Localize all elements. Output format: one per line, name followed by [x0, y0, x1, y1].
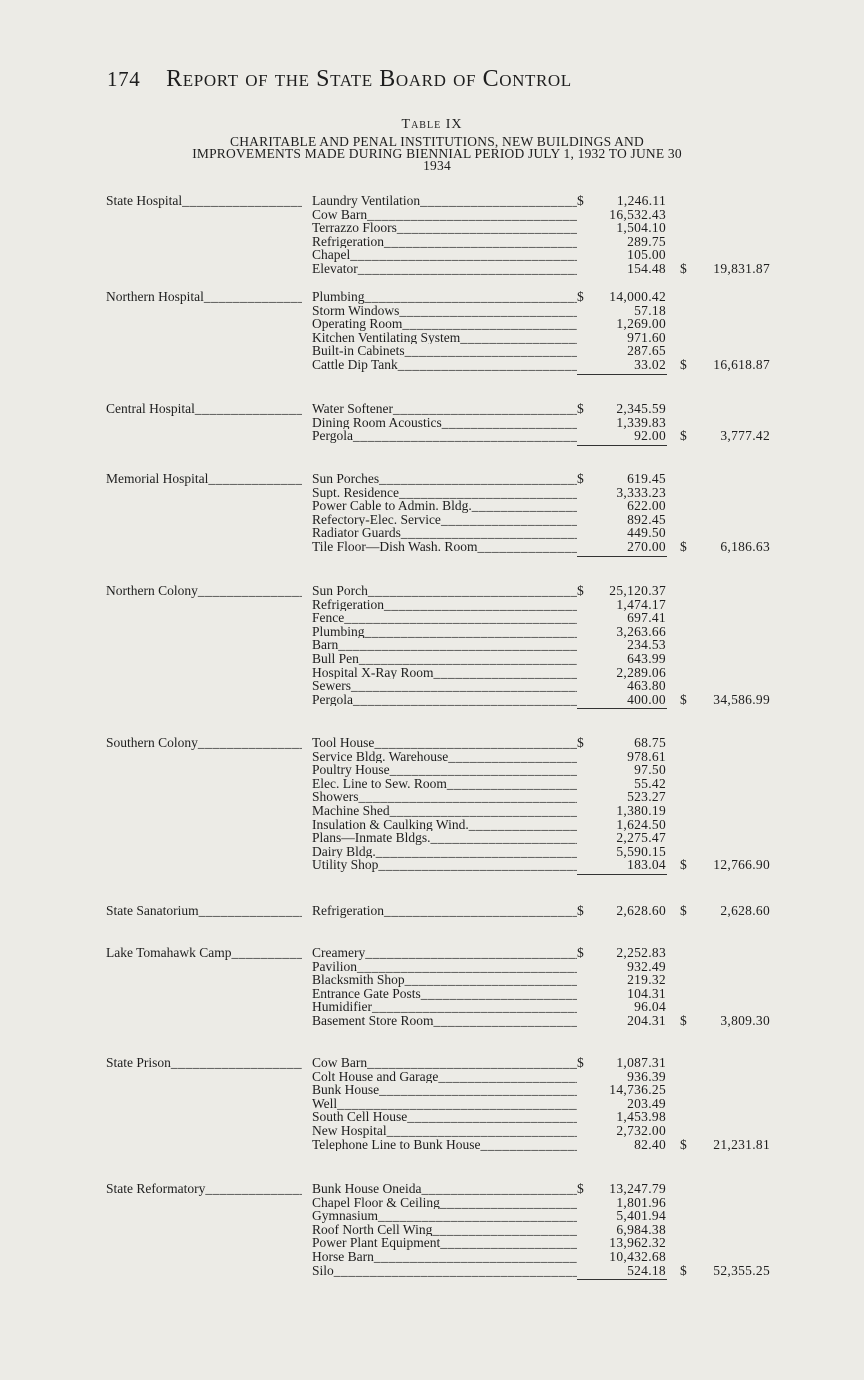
item-label: Service Bldg. Warehouse _____ [312, 750, 577, 764]
item-amount: 1,246.11 [616, 193, 666, 208]
item-row [0, 317, 864, 331]
item-label: Blacksmith Shop _____ [312, 973, 577, 987]
caption-line-3: 1934 [423, 158, 451, 173]
item-amount: 523.27 [627, 789, 666, 805]
currency-symbol: $ [680, 428, 688, 444]
item-label: Power Plant Equipment _____ [312, 1236, 577, 1250]
currency-symbol: $ [680, 857, 688, 873]
item-label: New Hospital _____ [312, 1124, 577, 1138]
item-row [0, 1250, 864, 1264]
item-label: Creamery _____ [312, 946, 577, 960]
item-label: Plumbing _____ [312, 290, 577, 304]
item-amount: 978.61 [627, 748, 666, 764]
item-label: Humidifier _____ [312, 1000, 577, 1014]
item-label: Terrazzo Floors _____ [312, 221, 577, 235]
item-label: Elec. Line to Sew. Room _____ [312, 777, 577, 791]
institution-total [680, 858, 772, 872]
institution-name: State Reformatory _____ [106, 1182, 302, 1196]
item-amount: 204.31 [627, 1013, 666, 1028]
item-label: Power Cable to Admin. Bldg. _____ [312, 499, 577, 513]
subtotal-rule [577, 708, 667, 709]
item-amount: 13,962.32 [609, 1235, 666, 1251]
item-row [0, 1124, 864, 1138]
item-label: Refectory-Elec. Service _____ [312, 513, 577, 527]
item-amount: 2,345.59 [616, 401, 666, 416]
item-amount: 2,289.06 [616, 664, 666, 680]
item-amount: 524.18 [627, 1262, 666, 1278]
item-row [0, 1196, 864, 1210]
item-row [0, 304, 864, 318]
item-row [0, 638, 864, 652]
page-number: 174 [107, 67, 141, 91]
item-amount: 2,628.60 [616, 903, 666, 918]
item-row [0, 818, 864, 832]
currency-symbol: $ [577, 471, 584, 486]
item-label: Chapel _____ [312, 248, 577, 262]
item-amount: 14,000.42 [609, 289, 666, 304]
item-amount: 287.65 [627, 343, 666, 359]
item-row [0, 804, 864, 818]
item-row [0, 845, 864, 859]
item-row [0, 248, 864, 262]
institution-name: Northern Colony _____ [106, 584, 302, 598]
institution-name: Southern Colony _____ [106, 736, 302, 750]
item-label: Utility Shop _____ [312, 858, 577, 872]
item-label: Storm Windows _____ [312, 304, 577, 318]
item-amount: 183.04 [627, 857, 666, 873]
currency-symbol: $ [577, 735, 584, 750]
item-label: Fence _____ [312, 611, 577, 625]
item-amount: 2,275.47 [616, 830, 666, 846]
item-row [0, 221, 864, 235]
item-label: Barn _____ [312, 638, 577, 652]
item-row [0, 1070, 864, 1084]
institution-total [680, 693, 772, 707]
item-row [0, 666, 864, 680]
item-row [0, 611, 864, 625]
item-row [0, 416, 864, 430]
item-label: Machine Shed _____ [312, 804, 577, 818]
item-amount: 936.39 [627, 1068, 666, 1084]
item-label: Refrigeration _____ [312, 904, 577, 918]
item-row [0, 652, 864, 666]
item-amount: 203.49 [627, 1095, 666, 1111]
item-row [0, 331, 864, 345]
item-row [0, 402, 864, 416]
item-amount: 1,474.17 [616, 596, 666, 612]
item-row [0, 526, 864, 540]
institution-total [680, 540, 772, 554]
item-label: Telephone Line to Bunk House _____ [312, 1138, 577, 1152]
item-label: Dairy Bldg. _____ [312, 845, 577, 859]
item-amount: 892.45 [627, 511, 666, 527]
item-amount: 3,333.23 [616, 484, 666, 500]
item-amount: 5,590.15 [616, 843, 666, 859]
currency-symbol: $ [577, 1181, 584, 1196]
item-amount: 932.49 [627, 958, 666, 974]
table-label: Table IX [401, 117, 463, 132]
item-row [0, 1209, 864, 1223]
institution-total [680, 1264, 772, 1278]
currency-symbol: $ [680, 691, 688, 707]
item-amount: 6,984.38 [616, 1221, 666, 1237]
item-row [0, 1110, 864, 1124]
currency-symbol: $ [680, 261, 688, 276]
total-amount: 12,766.90 [713, 857, 770, 873]
institution-total [680, 429, 772, 443]
institution-name: Memorial Hospital _____ [106, 472, 302, 486]
item-row [0, 1182, 864, 1196]
item-row [0, 1223, 864, 1237]
item-row [0, 831, 864, 845]
currency-symbol: $ [680, 1262, 688, 1278]
item-amount: 1,269.00 [616, 316, 666, 332]
item-amount: 971.60 [627, 329, 666, 345]
item-amount: 82.40 [634, 1136, 666, 1152]
currency-symbol: $ [577, 193, 584, 208]
currency-symbol: $ [577, 289, 584, 304]
total-amount: 3,809.30 [720, 1013, 770, 1028]
item-row [0, 1236, 864, 1250]
item-label: Plumbing _____ [312, 625, 577, 639]
item-amount: 14,736.25 [609, 1082, 666, 1098]
item-row [0, 584, 864, 598]
item-label: Tile Floor—Dish Wash. Room _____ [312, 540, 577, 554]
item-label: Pergola _____ [312, 693, 577, 707]
item-label: Built-in Cabinets _____ [312, 344, 577, 358]
institution-name: Northern Hospital _____ [106, 290, 302, 304]
item-amount: 289.75 [627, 233, 666, 249]
subtotal-rule [577, 1279, 667, 1280]
item-label: Dining Room Acoustics _____ [312, 416, 577, 430]
item-row [0, 472, 864, 486]
currency-symbol: $ [577, 945, 584, 960]
item-amount: 13,247.79 [609, 1181, 666, 1196]
currency-symbol: $ [680, 903, 688, 918]
institution-total [680, 1014, 772, 1028]
total-amount: 34,586.99 [713, 691, 770, 707]
item-label: Refrigeration _____ [312, 235, 577, 249]
item-amount: 463.80 [627, 678, 666, 694]
item-label: Kitchen Ventilating System _____ [312, 331, 577, 345]
subtotal-rule [577, 556, 667, 557]
item-row [0, 625, 864, 639]
item-label: Elevator _____ [312, 262, 577, 276]
currency-symbol: $ [680, 357, 688, 372]
item-row [0, 973, 864, 987]
item-row [0, 208, 864, 222]
item-row [0, 486, 864, 500]
item-label: Operating Room _____ [312, 317, 577, 331]
institution-name: State Hospital _____ [106, 194, 302, 208]
item-amount: 25,120.37 [609, 583, 666, 598]
item-amount: 5,401.94 [616, 1208, 666, 1224]
item-label: Sun Porch _____ [312, 584, 577, 598]
item-row [0, 1000, 864, 1014]
item-label: Poultry House _____ [312, 763, 577, 777]
item-label: Chapel Floor & Ceiling _____ [312, 1196, 577, 1210]
item-row [0, 1056, 864, 1070]
running-title: Report of the State Board of Control [166, 66, 572, 92]
item-label: Tool House _____ [312, 736, 577, 750]
currency-symbol: $ [577, 903, 584, 918]
item-label: Gymnasium _____ [312, 1209, 577, 1223]
institution-total [680, 358, 772, 372]
item-amount: 55.42 [634, 775, 666, 791]
item-row [0, 513, 864, 527]
total-amount: 3,777.42 [720, 428, 770, 444]
institution-total [680, 262, 772, 276]
total-amount: 19,831.87 [713, 261, 770, 276]
item-amount: 1,087.31 [616, 1055, 666, 1070]
item-amount: 1,339.83 [616, 414, 666, 430]
item-amount: 92.00 [634, 428, 666, 444]
item-amount: 400.00 [627, 691, 666, 707]
item-label: Bunk House Oneida _____ [312, 1182, 577, 1196]
institution-total [680, 904, 772, 918]
institution-name: Central Hospital _____ [106, 402, 302, 416]
item-row [0, 235, 864, 249]
item-label: Horse Barn _____ [312, 1250, 577, 1264]
subtotal-rule [577, 445, 667, 446]
item-amount: 68.75 [634, 735, 666, 750]
currency-symbol: $ [680, 539, 688, 554]
total-amount: 6,186.63 [720, 539, 770, 554]
item-amount: 104.31 [627, 985, 666, 1001]
currency-symbol: $ [680, 1136, 688, 1152]
item-amount: 3,263.66 [616, 623, 666, 639]
caption-line-2: IMPROVEMENTS MADE DURING BIENNIAL PERIOD JULY 1, 1932 TO JUNE 30 [192, 146, 682, 161]
item-label: Silo _____ [312, 1264, 577, 1278]
item-row [0, 960, 864, 974]
item-row [0, 736, 864, 750]
currency-symbol: $ [577, 1055, 584, 1070]
item-amount: 619.45 [627, 471, 666, 486]
item-amount: 1,624.50 [616, 816, 666, 832]
item-amount: 2,732.00 [616, 1123, 666, 1138]
caption-line-1: CHARITABLE AND PENAL INSTITUTIONS, NEW BUILDINGS AND [230, 134, 644, 149]
item-amount: 97.50 [634, 762, 666, 778]
institution-name: State Sanatorium _____ [106, 904, 302, 918]
currency-symbol: $ [680, 1013, 688, 1028]
item-amount: 33.02 [634, 357, 666, 372]
item-row [0, 499, 864, 513]
item-row [0, 1083, 864, 1097]
subtotal-rule [577, 874, 667, 875]
total-amount: 2,628.60 [720, 903, 770, 918]
item-row [0, 946, 864, 960]
item-row [0, 194, 864, 208]
item-row [0, 987, 864, 1001]
item-label: Hospital X-Ray Room _____ [312, 666, 577, 680]
institution-total [680, 1138, 772, 1152]
item-label: Colt House and Garage _____ [312, 1070, 577, 1084]
item-label: Supt. Residence _____ [312, 486, 577, 500]
item-label: Sun Porches _____ [312, 472, 577, 486]
item-row [0, 750, 864, 764]
item-row [0, 598, 864, 612]
institution-name: Lake Tomahawk Camp _____ [106, 946, 302, 960]
item-amount: 57.18 [634, 302, 666, 318]
item-label: Sewers _____ [312, 679, 577, 693]
item-row [0, 1097, 864, 1111]
item-amount: 1,380.19 [616, 803, 666, 818]
item-label: Pavilion _____ [312, 960, 577, 974]
item-amount: 697.41 [627, 610, 666, 626]
currency-symbol: $ [577, 583, 584, 598]
item-amount: 234.53 [627, 637, 666, 653]
item-label: Water Softener _____ [312, 402, 577, 416]
item-amount: 270.00 [627, 539, 666, 554]
item-amount: 1,453.98 [616, 1109, 666, 1125]
item-amount: 16,532.43 [609, 206, 666, 222]
item-label: Basement Store Room _____ [312, 1014, 577, 1028]
item-label: Plans—Inmate Bldgs. _____ [312, 831, 577, 845]
item-label: Pergola _____ [312, 429, 577, 443]
item-label: Radiator Guards _____ [312, 526, 577, 540]
item-label: Showers _____ [312, 790, 577, 804]
item-amount: 449.50 [627, 525, 666, 541]
institution-name: State Prison _____ [106, 1056, 302, 1070]
item-amount: 219.32 [627, 972, 666, 988]
item-label: Bunk House _____ [312, 1083, 577, 1097]
item-row [0, 777, 864, 791]
item-label: Cow Barn _____ [312, 208, 577, 222]
item-row [0, 763, 864, 777]
item-label: Bull Pen _____ [312, 652, 577, 666]
item-amount: 1,801.96 [616, 1194, 666, 1210]
total-amount: 21,231.81 [713, 1136, 770, 1152]
item-amount: 96.04 [634, 999, 666, 1015]
item-label: Refrigeration _____ [312, 598, 577, 612]
currency-symbol: $ [577, 401, 584, 416]
item-label: Laundry Ventilation _____ [312, 194, 577, 208]
item-amount: 154.48 [627, 261, 666, 276]
item-amount: 105.00 [627, 247, 666, 263]
item-amount: 643.99 [627, 651, 666, 666]
item-label: Insulation & Caulking Wind. _____ [312, 818, 577, 832]
item-row [0, 679, 864, 693]
item-row [0, 344, 864, 358]
item-label: Cattle Dip Tank _____ [312, 358, 577, 372]
item-label: Roof North Cell Wing _____ [312, 1223, 577, 1237]
item-amount: 2,252.83 [616, 945, 666, 960]
item-label: Entrance Gate Posts _____ [312, 987, 577, 1001]
item-amount: 1,504.10 [616, 220, 666, 236]
item-label: South Cell House _____ [312, 1110, 577, 1124]
total-amount: 52,355.25 [713, 1262, 770, 1278]
total-amount: 16,618.87 [713, 357, 770, 372]
subtotal-rule [577, 374, 667, 375]
item-label: Cow Barn _____ [312, 1056, 577, 1070]
item-row [0, 790, 864, 804]
item-amount: 622.00 [627, 498, 666, 514]
item-amount: 10,432.68 [609, 1249, 666, 1264]
item-row [0, 290, 864, 304]
item-label: Well _____ [312, 1097, 577, 1111]
